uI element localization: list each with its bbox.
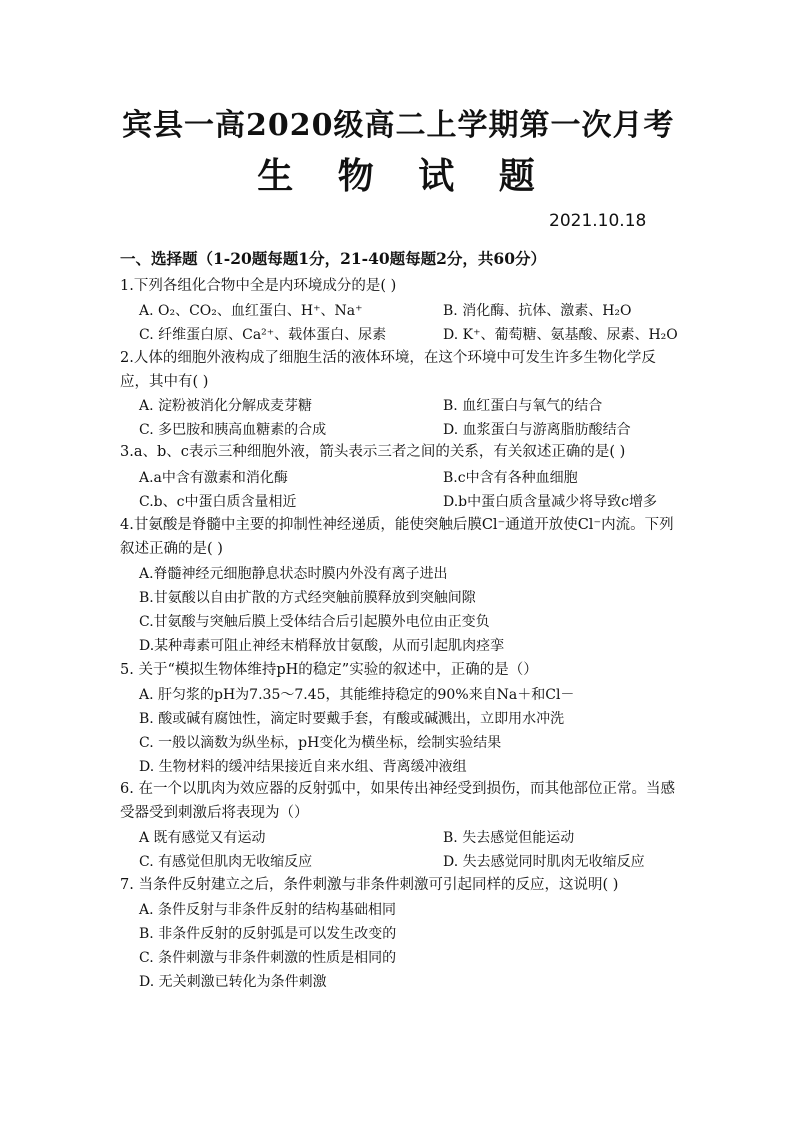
question-7-option-d: D. 无关刺激已转化为条件刺激 bbox=[139, 974, 327, 990]
question-6-option-b: B. 失去感觉但能运动 bbox=[443, 830, 575, 846]
question-2-option-a: A. 淀粉被消化分解成麦芽糖 bbox=[139, 398, 313, 414]
question-3-option-b: B.c中含有各种血细胞 bbox=[443, 470, 578, 486]
question-7-option-a: A. 条件反射与非条件反射的结构基础相同 bbox=[139, 902, 397, 918]
question-1-option-a: A. O₂、CO₂、血红蛋白、H⁺、Na⁺ bbox=[139, 303, 363, 319]
question-1-option-d: D. K⁺、葡萄糖、氨基酸、尿素、H₂O bbox=[443, 327, 678, 343]
question-2-option-c: C. 多巴胺和胰高血糖素的合成 bbox=[139, 422, 327, 438]
question-5-option-c: C. 一般以滴数为纵坐标，pH变化为横坐标，绘制实验结果 bbox=[139, 735, 502, 751]
question-2-option-d: D. 血浆蛋白与游离脂肪酸结合 bbox=[443, 422, 631, 438]
question-3-option-d: D.b中蛋白质含量减少将导致c增多 bbox=[443, 494, 657, 510]
question-5-option-a: A. 肝匀浆的pH为7.35～7.45，其能维持稳定的90%来自Na＋和Cl－ bbox=[139, 687, 575, 703]
exam-date: 2021.10.18 bbox=[549, 211, 647, 231]
question-6-option-c: C. 有感觉但肌肉无收缩反应 bbox=[139, 854, 313, 870]
question-4-stem: 4.甘氨酸是脊髓中主要的抑制性神经递质，能使突触后膜Cl⁻通道开放使Cl⁻内流。下列叙述正确的是( ) bbox=[120, 517, 674, 557]
question-7-option-c: C. 条件刺激与非条件刺激的性质是相同的 bbox=[139, 950, 397, 966]
question-4-option-d: D.某种毒素可阻止神经末梢释放甘氨酸，从而引起肌肉痉挛 bbox=[139, 638, 505, 654]
question-1-option-c: C. 纤维蛋白原、Ca²⁺、载体蛋白、尿素 bbox=[139, 327, 387, 343]
question-2-stem: 2.人体的细胞外液构成了细胞生活的液体环境，在这个环境中可发生许多生物化学反应，其中有( ) bbox=[120, 350, 656, 390]
question-6-option-d: D. 失去感觉同时肌肉无收缩反应 bbox=[443, 854, 645, 870]
question-4-option-c: C.甘氨酸与突触后膜上受体结合后引起膜外电位由正变负 bbox=[139, 614, 490, 630]
question-3-option-a: A.a中含有激素和消化酶 bbox=[139, 470, 288, 486]
question-5-option-d: D. 生物材料的缓冲结果接近自来水组、背离缓冲液组 bbox=[139, 759, 467, 775]
question-1-option-b: B. 消化酶、抗体、激素、H₂O bbox=[443, 303, 632, 319]
question-4-option-a: A.脊髓神经元细胞静息状态时膜内外没有离子进出 bbox=[139, 566, 448, 582]
question-3-stem: 3.a、b、c表示三种细胞外液，箭头表示三者之间的关系，有关叙述正确的是( ) bbox=[120, 444, 626, 460]
exam-title: 宾县一高2020级高二上学期第一次月考 bbox=[122, 108, 675, 143]
question-3-option-c: C.b、c中蛋白质含量相近 bbox=[139, 494, 297, 510]
question-5-option-b: B. 酸或碱有腐蚀性，滴定时要戴手套，有酸或碱溅出，立即用水冲洗 bbox=[139, 711, 565, 727]
subject-title: 生 物 试 题 bbox=[257, 155, 551, 197]
question-7-stem: 7. 当条件反射建立之后，条件刺激与非条件刺激可引起同样的反应，这说明( ) bbox=[120, 877, 619, 893]
question-7-option-b: B. 非条件反射的反射弧是可以发生改变的 bbox=[139, 926, 397, 942]
section-heading: 一、选择题（1-20题每题1分，21-40题每题2分，共60分） bbox=[120, 249, 547, 268]
question-4-option-b: B.甘氨酸以自由扩散的方式经突触前膜释放到突触间隙 bbox=[139, 590, 476, 606]
question-6-option-a: A 既有感觉又有运动 bbox=[139, 830, 266, 846]
question-5-stem: 5. 关于“模拟生物体维持pH的稳定”实验的叙述中，正确的是（） bbox=[120, 662, 538, 678]
question-6-stem: 6. 在一个以肌肉为效应器的反射弧中，如果传出神经受到损伤，而其他部位正常。当感受器受到刺激后将表现为（） bbox=[120, 781, 675, 821]
question-1-stem: 1.下列各组化合物中全是内环境成分的是( ) bbox=[120, 278, 397, 294]
question-2-option-b: B. 血红蛋白与氧气的结合 bbox=[443, 398, 603, 414]
